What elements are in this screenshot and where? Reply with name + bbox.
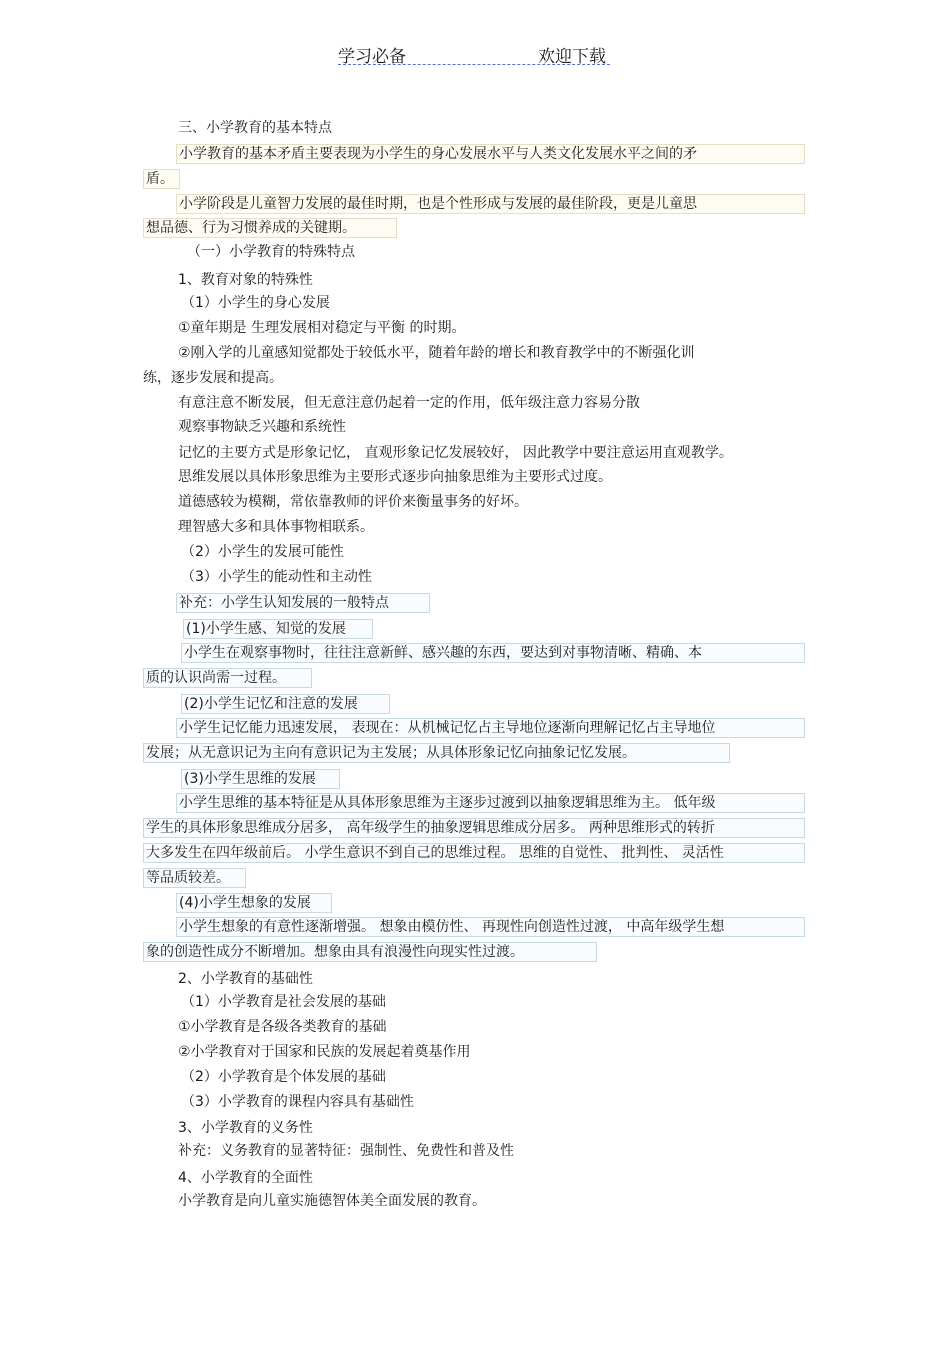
list-heading: 4、小学教育的全面性: [178, 1170, 313, 1186]
text-line: 盾。: [143, 169, 180, 189]
list-heading: 3、小学教育的义务性: [178, 1120, 313, 1136]
section-heading: 三、小学教育的基本特点: [178, 120, 332, 136]
text-line: 观察事物缺乏兴趣和系统性: [178, 419, 346, 435]
text-line: ②小学教育对于国家和民族的发展起着奠基作用: [178, 1044, 471, 1060]
text-line: 理智感大多和具体事物相联系。: [178, 519, 374, 535]
text-line: 发展；从无意识记为主向有意识记为主发展；从具体形象记忆向抽象记忆发展。: [143, 743, 730, 763]
text-line: 有意注意不断发展，但无意注意仍起着一定的作用，低年级注意力容易分散: [178, 395, 640, 411]
page-header: [338, 40, 610, 65]
subsection-heading: （一）小学教育的特殊特点: [187, 244, 355, 260]
text-line: 学生的具体形象思维成分居多， 高年级学生的抽象逻辑思维成分居多。 两种思维形式的转折: [143, 818, 805, 838]
list-item: (4)小学生想象的发展: [176, 893, 332, 913]
text-line: 记忆的主要方式是形象记忆， 直观形象记忆发展较好， 因此教学中要注意运用直观教学。: [178, 445, 733, 461]
text-line: 小学教育是向儿童实施德智体美全面发展的教育。: [178, 1193, 486, 1209]
text-line: 道德感较为模糊，常依靠教师的评价来衡量事务的好坏。: [178, 494, 528, 510]
text-line: 象的创造性成分不断增加。想象由具有浪漫性向现实性过渡。: [143, 942, 597, 962]
header-left-text: 学习必备: [338, 47, 406, 67]
list-item: (3)小学生思维的发展: [181, 769, 340, 789]
text-line: ①小学教育是各级各类教育的基础: [178, 1019, 387, 1035]
supplement-heading: 补充：小学生认知发展的一般特点: [176, 593, 430, 613]
list-heading: 2、小学教育的基础性: [178, 971, 313, 987]
text-line: 思维发展以具体形象思维为主要形式逐步向抽象思维为主要形式过度。: [178, 469, 612, 485]
text-line: ①童年期是 生理发展相对稳定与平衡 的时期。: [178, 320, 466, 336]
list-item: （3）小学生的能动性和主动性: [181, 569, 372, 585]
list-item: （2）小学教育是个体发展的基础: [181, 1069, 386, 1085]
text-line: 想品德、行为习惯养成的关键期。: [143, 218, 397, 238]
text-line: 小学生记忆能力迅速发展， 表现在：从机械记忆占主导地位逐渐向理解记忆占主导地位: [176, 718, 805, 738]
text-line: 大多发生在四年级前后。 小学生意识不到自己的思维过程。 思维的自觉性、 批判性、 灵活性: [143, 843, 805, 863]
list-heading: 1、教育对象的特殊性: [178, 272, 313, 288]
list-item: （1）小学生的身心发展: [181, 295, 330, 311]
text-line: 小学阶段是儿童智力发展的最佳时期，也是个性形成与发展的最佳阶段，更是儿童思: [176, 194, 805, 214]
text-line: 小学教育的基本矛盾主要表现为小学生的身心发展水平与人类文化发展水平之间的矛: [176, 144, 805, 164]
list-item: (1)小学生感、知觉的发展: [183, 619, 373, 639]
header-right-text: 欢迎下载: [538, 47, 606, 67]
text-line: 补充：义务教育的显著特征：强制性、免费性和普及性: [178, 1143, 514, 1159]
text-line: ②刚入学的儿童感知觉都处于较低水平，随着年龄的增长和教育教学中的不断强化训: [178, 345, 695, 361]
list-item: （1）小学教育是社会发展的基础: [181, 994, 386, 1010]
text-line: 练，逐步发展和提高。: [143, 370, 283, 386]
list-item: （3）小学教育的课程内容具有基础性: [181, 1094, 414, 1110]
text-line: 质的认识尚需一过程。: [143, 668, 312, 688]
text-line: 小学生思维的基本特征是从具体形象思维为主逐步过渡到以抽象逻辑思维为主。 低年级: [176, 793, 805, 813]
list-item: （2）小学生的发展可能性: [181, 544, 344, 560]
text-line: 等品质较差。: [143, 868, 246, 888]
text-line: 小学生在观察事物时，往往注意新鲜、感兴趣的东西，要达到对事物清晰、精确、本: [181, 643, 805, 663]
text-line: 小学生想象的有意性逐渐增强。 想象由模仿性、 再现性向创造性过渡， 中高年级学生想: [176, 917, 805, 937]
list-item: (2)小学生记忆和注意的发展: [181, 694, 390, 714]
